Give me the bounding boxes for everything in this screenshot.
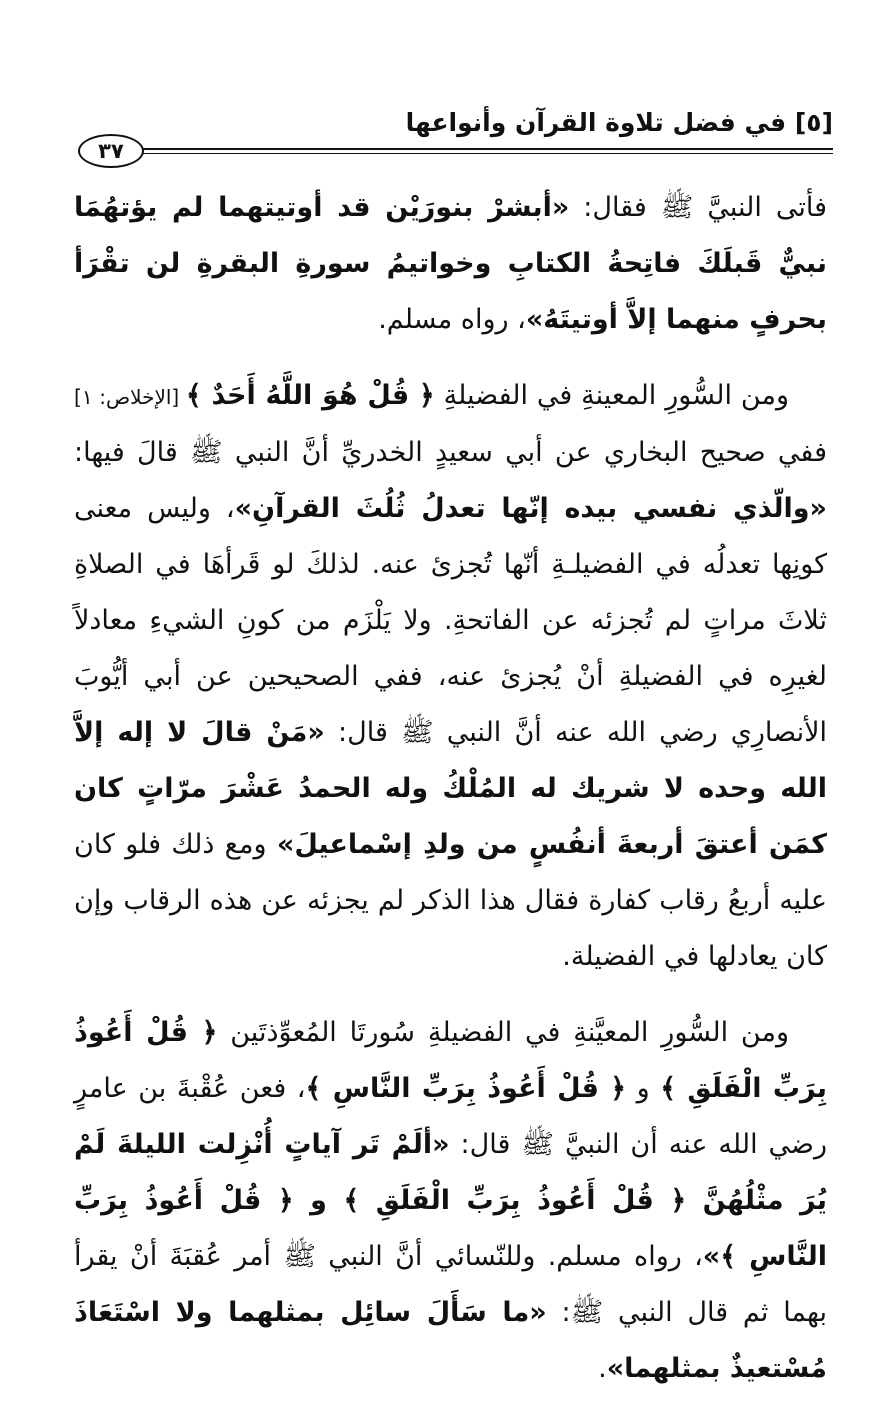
page-number: ٣٧ (78, 134, 144, 168)
text-segment: ومع ذلك فلو كان عليه أربعُ رقاب كفارة فقال هذا الذكر لم يجزئه عن هذه الرقاب وإن كان يعادلها في الفضيلة. (74, 829, 827, 972)
hadith-quote: «ألَمْ تَر آياتٍ أُنْزِلت الليلةَ لَمْ يُرَ مثْلُهُنَّ ﴿ قُلْ أَعُوذُ بِرَبِّ الْفَلَقِ ﴾ و ﴿ قُلْ أَعُوذُ بِرَبِّ النَّاسِ ﴾» (74, 1129, 827, 1272)
hadith-quote: «ما سَأَلَ سائِل بمثلهما ولا اسْتَعَاذَ مُسْتعيذٌ بمثلهما» (74, 1297, 827, 1384)
chapter-title: [٥] في فضل تلاوة القرآن وأنواعها (405, 108, 833, 137)
paragraph-1 (74, 180, 827, 348)
text-segment: ، رواه مسلم. (378, 304, 526, 335)
hadith-quote: «مَنْ قالَ لا إله إلاَّ الله وحده لا شريك له المُلْكُ وله الحمدُ عَشْرَ مرّاتٍ كان كمَن أعتقَ أربعةَ أنفُسٍ من ولدِ إسْماعيلَ» (74, 717, 827, 860)
text-segment: فأتى النبيَّ ﷺ فقال: (569, 192, 827, 223)
quran-verse: ﴿ قُلْ هُوَ اللَّهُ أَحَدٌ ﴾ (185, 380, 435, 411)
quran-verse: ﴿ قُلْ أَعُوذُ بِرَبِّ الْفَلَقِ ﴾ (74, 1017, 827, 1104)
text-segment: ، وليس معنى كونِها تعدلُه في الفضيلـةِ أنّها تُجزئ عنه. لذلكَ لو قَرأهَا في الصلاةِ ثلاثَ مراتٍ لم تُجزئه عن الفاتحةِ. ولا يَلْزَم من كونِ الشيءِ معادلاً لغيرِه في الفضيلةِ أنْ يُجزئ عنه، ففي الصحيحين عن أبي أيُّوبَ الأنصارِي رضي الله عنه أنَّ النبي ﷺ قال: (74, 493, 827, 748)
text-segment: . (598, 1353, 607, 1384)
running-header (78, 108, 833, 163)
text-segment: ومن السُّورِ المعينةِ في الفضيلةِ (434, 380, 789, 411)
hadith-quote: «والّذي نفسي بيده إنّها تعدلُ ثُلُثَ القرآنِ» (234, 493, 828, 524)
text-segment: ، فعن عُقْبةَ بن عامرٍ رضي الله عنه أن النبيَّ ﷺ قال: (74, 1073, 828, 1160)
paragraph-3 (74, 1005, 827, 1397)
text-segment: و (626, 1073, 661, 1104)
body-text (74, 180, 827, 1397)
text-segment: ففي صحيح البخاري عن أبي سعيدٍ الخدريِّ أنَّ النبي ﷺ قالَ فيها: (74, 437, 827, 468)
verse-citation: [الإخلاص: ١] (74, 385, 186, 409)
hadith-quote: «أبشرْ بنورَيْن قد أوتيتهما لم يؤتهُمَا نبيٌّ قَبلَكَ فاتِحةُ الكتابِ وخواتيمُ سورةِ البقرةِ لن تقْرَأ بحرفٍ منهما إلاَّ أوتيتَهُ» (74, 192, 827, 335)
quran-verse: ﴿ قُلْ أَعُوذُ بِرَبِّ النَّاسِ ﴾ (305, 1073, 627, 1104)
header-rule (140, 148, 833, 154)
text-segment: ، رواه مسلم. وللنّسائي أنَّ النبي ﷺ أمر عُقبَةَ أنْ يقرأ بهما ثم قال النبي ﷺ: (74, 1241, 828, 1328)
paragraph-2 (74, 368, 827, 985)
text-segment: ومن السُّورِ المعيَّنةِ في الفضيلةِ سُورتَا المُعوِّذتَين (217, 1017, 789, 1048)
